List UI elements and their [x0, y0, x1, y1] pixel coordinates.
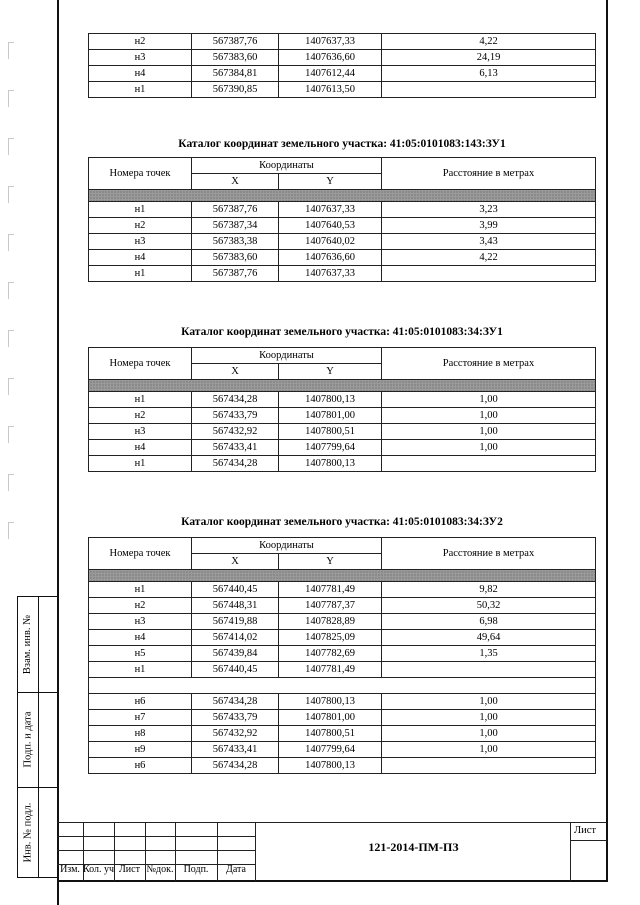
- table-row: [89, 234, 596, 250]
- binder-mark: [8, 282, 14, 299]
- x-cell: 567439,84: [192, 646, 279, 662]
- point-cell: н1: [89, 266, 192, 282]
- point-cell: н4: [89, 440, 192, 456]
- x-cell: 567387,76: [192, 34, 279, 50]
- y-header: Y: [279, 364, 382, 380]
- distance-cell: [382, 662, 596, 678]
- shaded-separator-row: [89, 190, 596, 202]
- x-cell: 567433,41: [192, 742, 279, 758]
- point-cell: н9: [89, 742, 192, 758]
- grid-row: [570, 840, 607, 841]
- distance-cell: 1,00: [382, 742, 596, 758]
- table-row: [89, 646, 596, 662]
- x-cell: 567383,60: [192, 250, 279, 266]
- point-cell: н1: [89, 456, 192, 472]
- distance-cell: 9,82: [382, 582, 596, 598]
- frame-right-border: [606, 0, 608, 882]
- point-cell: н4: [89, 66, 192, 82]
- inv-label: Инв. № подл.: [22, 802, 34, 862]
- point-cell: н1: [89, 202, 192, 218]
- y-cell: 1407637,33: [279, 202, 382, 218]
- y-cell: 1407800,13: [279, 758, 382, 774]
- grid-row: [57, 836, 256, 837]
- y-header: Y: [279, 554, 382, 570]
- point-cell: н6: [89, 694, 192, 710]
- y-cell: 1407612,44: [279, 66, 382, 82]
- distance-cell: 1,00: [382, 392, 596, 408]
- coords-table-34-zu1: [88, 347, 596, 472]
- x-cell: 567432,92: [192, 726, 279, 742]
- x-cell: 567433,41: [192, 440, 279, 456]
- distance-cell: 50,32: [382, 598, 596, 614]
- shaded-separator-row: [89, 380, 596, 392]
- y-cell: 1407800,13: [279, 694, 382, 710]
- binder-mark: [8, 378, 14, 395]
- x-cell: 567387,76: [192, 266, 279, 282]
- catalog-title: Каталог координат земельного участка: 41:05:0101083:143:ЗУ1: [178, 138, 506, 150]
- distance-cell: 49,64: [382, 630, 596, 646]
- table-row: [89, 250, 596, 266]
- y-cell: 1407800,51: [279, 726, 382, 742]
- table-row: [89, 742, 596, 758]
- distance-header: Расстояние в метрах: [382, 158, 596, 190]
- y-cell: 1407781,49: [279, 582, 382, 598]
- point-cell: н1: [89, 662, 192, 678]
- distance-cell: 1,00: [382, 694, 596, 710]
- point-cell: н5: [89, 646, 192, 662]
- table-row: [89, 598, 596, 614]
- side-stamp-vzam: [18, 597, 38, 692]
- distance-cell: [382, 456, 596, 472]
- binder-mark: [8, 186, 14, 203]
- distance-cell: 3,43: [382, 234, 596, 250]
- x-cell: 567434,28: [192, 694, 279, 710]
- y-cell: 1407636,60: [279, 250, 382, 266]
- binder-mark: [8, 522, 14, 539]
- x-cell: 567434,28: [192, 758, 279, 774]
- binder-mark: [8, 42, 14, 59]
- coords-table-continuation: [88, 33, 596, 98]
- table-row: [89, 456, 596, 472]
- y-cell: 1407782,69: [279, 646, 382, 662]
- x-cell: 567383,38: [192, 234, 279, 250]
- side-stamp-value-column: [38, 597, 58, 877]
- y-cell: 1407640,53: [279, 218, 382, 234]
- distance-cell: 1,00: [382, 726, 596, 742]
- coords-table-143-zu1: [88, 157, 596, 282]
- y-cell: 1407800,13: [279, 456, 382, 472]
- x-cell: 567384,81: [192, 66, 279, 82]
- point-cell: н4: [89, 250, 192, 266]
- distance-cell: 1,00: [382, 710, 596, 726]
- x-cell: 567390,85: [192, 82, 279, 98]
- sheet-label: Лист: [574, 825, 596, 836]
- x-cell: 567448,31: [192, 598, 279, 614]
- table-row: [89, 66, 596, 82]
- x-cell: 567433,79: [192, 408, 279, 424]
- point-cell: н1: [89, 392, 192, 408]
- distance-cell: 24,19: [382, 50, 596, 66]
- y-cell: 1407636,60: [279, 50, 382, 66]
- points-header: Номера точек: [89, 538, 192, 570]
- point-cell: н2: [89, 218, 192, 234]
- table-header-row: [89, 158, 596, 174]
- distance-cell: 6,13: [382, 66, 596, 82]
- y-cell: 1407828,89: [279, 614, 382, 630]
- point-cell: н4: [89, 630, 192, 646]
- point-cell: н7: [89, 710, 192, 726]
- label-data: Дата: [226, 864, 246, 875]
- table-row: [89, 582, 596, 598]
- point-cell: н2: [89, 34, 192, 50]
- document-code: 121-2014-ПМ-ПЗ: [368, 840, 459, 854]
- x-cell: 567387,76: [192, 202, 279, 218]
- point-cell: н3: [89, 234, 192, 250]
- label-podp: Подп.: [183, 864, 209, 875]
- table-row: [89, 662, 596, 678]
- table-header-row: [89, 348, 596, 364]
- binder-mark: [8, 426, 14, 443]
- table-row: [89, 710, 596, 726]
- coords-header: Координаты: [192, 348, 382, 364]
- point-cell: н3: [89, 614, 192, 630]
- distance-cell: 3,99: [382, 218, 596, 234]
- y-cell: 1407787,37: [279, 598, 382, 614]
- distance-header: Расстояние в метрах: [382, 538, 596, 570]
- distance-cell: 6,98: [382, 614, 596, 630]
- point-cell: н8: [89, 726, 192, 742]
- table-row: [89, 758, 596, 774]
- point-cell: н1: [89, 82, 192, 98]
- y-cell: 1407800,51: [279, 424, 382, 440]
- x-header: X: [192, 364, 279, 380]
- table-row: [89, 392, 596, 408]
- table-row: [89, 202, 596, 218]
- distance-header: Расстояние в метрах: [382, 348, 596, 380]
- table-row: [89, 424, 596, 440]
- x-cell: 567414,02: [192, 630, 279, 646]
- points-header: Номера точек: [89, 348, 192, 380]
- distance-cell: 1,00: [382, 440, 596, 456]
- binder-mark: [8, 330, 14, 347]
- x-cell: 567434,28: [192, 456, 279, 472]
- side-stamp: [17, 596, 58, 878]
- points-header: Номера точек: [89, 158, 192, 190]
- distance-cell: [382, 82, 596, 98]
- table-row: [89, 218, 596, 234]
- table-gap-row: [89, 678, 596, 694]
- grid-row: [57, 850, 256, 851]
- table-row: [89, 408, 596, 424]
- grid-col: [255, 822, 256, 881]
- binder-mark: [8, 234, 14, 251]
- x-cell: 567434,28: [192, 392, 279, 408]
- podp-label: Подп. и дата: [22, 711, 34, 768]
- distance-cell: [382, 758, 596, 774]
- distance-cell: 4,22: [382, 34, 596, 50]
- table-row: [89, 726, 596, 742]
- distance-cell: 3,23: [382, 202, 596, 218]
- catalog-title: Каталог координат земельного участка: 41:05:0101083:34:ЗУ1: [181, 326, 503, 338]
- y-cell: 1407799,64: [279, 440, 382, 456]
- shaded-separator-row: [89, 570, 596, 582]
- y-cell: 1407781,49: [279, 662, 382, 678]
- label-izm: Изм.: [60, 864, 80, 875]
- side-stamp-podp: [18, 692, 38, 787]
- table-row: [89, 34, 596, 50]
- y-cell: 1407801,00: [279, 408, 382, 424]
- point-cell: н3: [89, 424, 192, 440]
- vzam-label: Взам. инв. №: [22, 614, 34, 675]
- y-cell: 1407800,13: [279, 392, 382, 408]
- label-ndok: №док.: [146, 864, 174, 875]
- binder-mark: [8, 90, 14, 107]
- x-cell: 567440,45: [192, 662, 279, 678]
- distance-cell: 1,00: [382, 408, 596, 424]
- table-row: [89, 630, 596, 646]
- binder-mark: [8, 474, 14, 491]
- table-row: [89, 266, 596, 282]
- side-stamp-inv: [18, 787, 38, 877]
- x-cell: 567387,34: [192, 218, 279, 234]
- x-cell: 567432,92: [192, 424, 279, 440]
- point-cell: н2: [89, 598, 192, 614]
- point-cell: н6: [89, 758, 192, 774]
- x-cell: 567440,45: [192, 582, 279, 598]
- y-cell: 1407825,09: [279, 630, 382, 646]
- x-header: X: [192, 554, 279, 570]
- point-cell: н2: [89, 408, 192, 424]
- x-cell: 567383,60: [192, 50, 279, 66]
- coords-header: Координаты: [192, 538, 382, 554]
- table-row: [89, 694, 596, 710]
- coords-header: Координаты: [192, 158, 382, 174]
- table-row: [89, 82, 596, 98]
- y-cell: 1407799,64: [279, 742, 382, 758]
- x-header: X: [192, 174, 279, 190]
- binder-mark: [8, 138, 14, 155]
- point-cell: н3: [89, 50, 192, 66]
- grid-col: [570, 822, 571, 881]
- label-list: Лист: [119, 864, 140, 875]
- distance-cell: 1,00: [382, 424, 596, 440]
- y-cell: 1407637,33: [279, 34, 382, 50]
- label-kol-uch: Кол. уч: [83, 864, 115, 875]
- y-cell: 1407613,50: [279, 82, 382, 98]
- distance-cell: [382, 266, 596, 282]
- coords-table-34-zu2: [88, 537, 596, 774]
- title-block: [57, 822, 606, 880]
- table-row: [89, 440, 596, 456]
- y-cell: 1407637,33: [279, 266, 382, 282]
- x-cell: 567433,79: [192, 710, 279, 726]
- distance-cell: 1,35: [382, 646, 596, 662]
- y-cell: 1407801,00: [279, 710, 382, 726]
- table-row: [89, 614, 596, 630]
- distance-cell: 4,22: [382, 250, 596, 266]
- catalog-title: Каталог координат земельного участка: 41:05:0101083:34:ЗУ2: [181, 516, 503, 528]
- table-header-row: [89, 538, 596, 554]
- y-cell: 1407640,02: [279, 234, 382, 250]
- x-cell: 567419,88: [192, 614, 279, 630]
- table-row: [89, 50, 596, 66]
- y-header: Y: [279, 174, 382, 190]
- point-cell: н1: [89, 582, 192, 598]
